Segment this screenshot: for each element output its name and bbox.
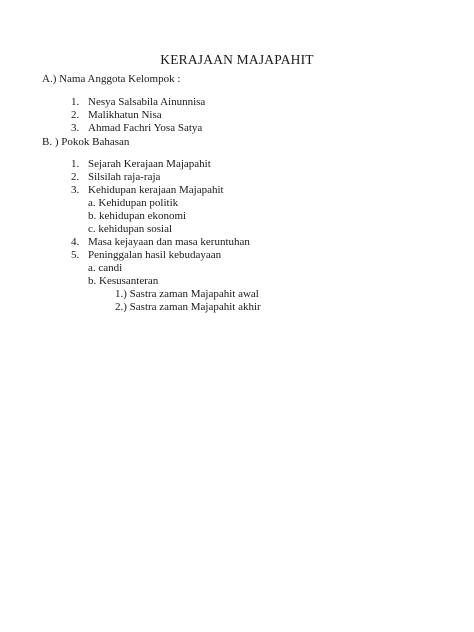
list-item-number: 1. [71, 158, 80, 170]
list-item-number: 3. [71, 184, 80, 196]
list-item-number: 3. [71, 122, 80, 134]
list-item-number: 2. [71, 171, 80, 183]
sub-list-item-text: c. kehidupan sosial [88, 223, 173, 235]
sub-list-item-text: a. Kehidupan politik [88, 197, 179, 209]
list-item-text: Malikhatun Nisa [88, 109, 162, 121]
list-item-text: Kehidupan kerajaan Majapahit [88, 184, 224, 196]
list-item-text: Silsilah raja-raja [88, 171, 161, 183]
document-title: KERAJAAN MAJAPAHIT [160, 52, 314, 67]
list-item-number: 5. [71, 249, 80, 261]
list-item-number: 2. [71, 109, 80, 121]
list-item-text: Nesya Salsabila Ainunnisa [88, 96, 206, 108]
list-item-text: Ahmad Fachri Yosa Satya [88, 122, 203, 134]
list-item-text: Sejarah Kerajaan Majapahit [88, 158, 211, 170]
list-item-text: Masa kejayaan dan masa keruntuhan [88, 236, 250, 248]
list-item-number: 1. [71, 96, 80, 108]
sub-sub-list-item-text: 1.) Sastra zaman Majapahit awal [115, 288, 259, 300]
section-a-heading: A.) Nama Anggota Kelompok : [42, 73, 181, 85]
sub-list-item-text: a. candi [88, 262, 123, 274]
list-item-text: Peninggalan hasil kebudayaan [88, 249, 222, 261]
sub-list-item-text: b. kehidupan ekonomi [88, 210, 187, 222]
sub-list-item-text: b. Kesusanteran [88, 275, 159, 287]
list-item-number: 4. [71, 236, 80, 248]
sub-sub-list-item-text: 2.) Sastra zaman Majapahit akhir [115, 301, 261, 313]
section-b-heading: B. ) Pokok Bahasan [42, 136, 130, 148]
